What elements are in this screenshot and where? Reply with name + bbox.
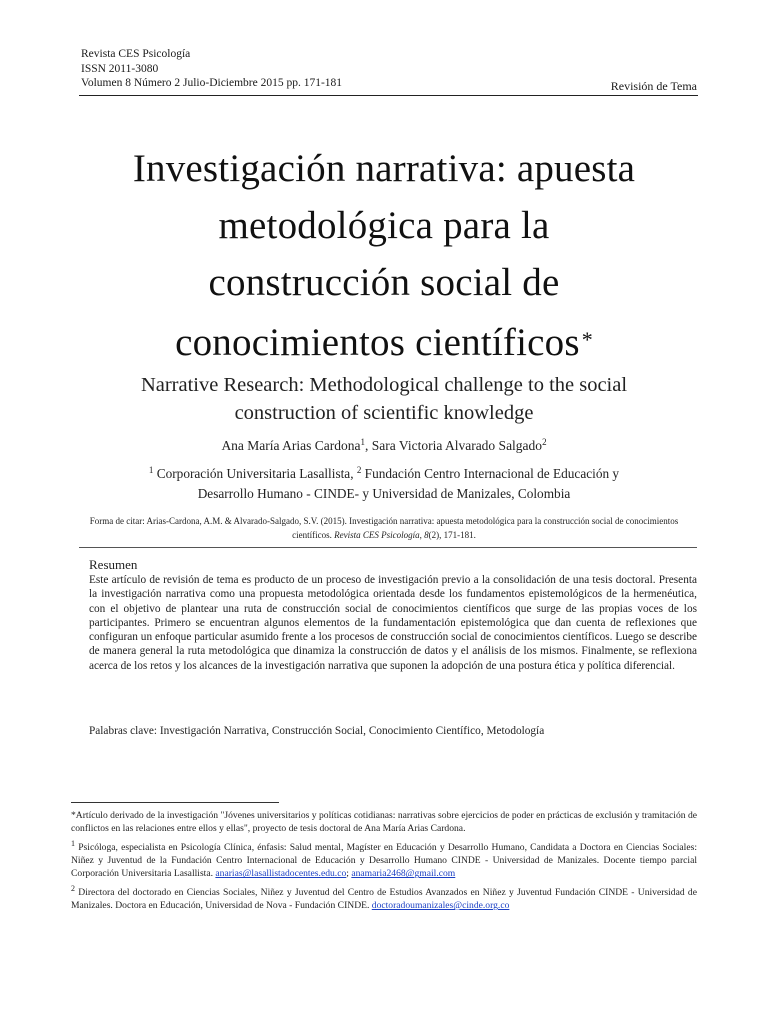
footnote-text: Psicóloga, especialista en Psicología Clínica, énfasis: Salud mental, Magíster en Educación y Desarrollo Humano, Candidata a Doctora en Ciencias Sociales: Niñez y Juventud de la Fundación Centro Internacional de Educación y Desarrollo Humano CINDE - Universidad de Manizales. Docente tiempo parcial Corporación Universitaria Lasallista. bbox=[71, 841, 697, 880]
abstract-heading: Resumen bbox=[89, 557, 138, 572]
citation-note: Forma de citar: Arias-Cardona, A.M. & Alvarado-Salgado, S.V. (2015). Investigación narrativa: apuesta metodológica para la construcción social de conocimientos científicos. Revista CES Psicología, 8(2), 171-181. bbox=[89, 516, 679, 540]
journal-name: Revista CES Psicología bbox=[81, 48, 191, 60]
title-footnote-mark: * bbox=[581, 327, 593, 352]
journal-volume: Volumen 8 Número 2 Julio-Diciembre 2015 pp. 171-181 bbox=[81, 77, 343, 89]
section-label: Revisión de Tema bbox=[610, 79, 697, 93]
author-affiliation-mark: 1 bbox=[360, 437, 366, 447]
author-separator: , bbox=[365, 438, 372, 453]
footnote-divider bbox=[71, 802, 279, 803]
title-line-text: conocimientos científicos bbox=[175, 321, 580, 364]
affiliation-mark: 2 bbox=[356, 465, 362, 475]
title-line: construcción social de bbox=[208, 261, 560, 304]
affiliation-mark: 1 bbox=[148, 465, 154, 475]
affiliation-line bbox=[80, 460, 688, 484]
footnote-mark: 1 bbox=[71, 838, 75, 848]
citation-text: Forma de citar: Arias-Cardona, A.M. & Alvarado-Salgado, S.V. (2015). Investigación narrativa: apuesta metodológica para la construcción social de conocimientos científicos. bbox=[89, 516, 679, 540]
title-line: metodológica para la bbox=[218, 204, 550, 247]
author-affiliation-mark: 2 bbox=[542, 437, 547, 447]
email-link[interactable]: doctoradoumanizales@cinde.org.co bbox=[371, 900, 510, 912]
journal-header bbox=[81, 47, 342, 91]
email-link[interactable]: anarias@lasallistadocentes.edu.co bbox=[215, 868, 347, 880]
footnote: *Artículo derivado de la investigación "Jóvenes universitarios y políticas cotidianas: narrativas sobre ejercicios de poder en prácticas de exclusión y tramitación de conflictos en las relaciones entre ellos y ellas", proyecto de tesis doctoral de Ana María Arias Cardona. bbox=[71, 810, 697, 835]
journal-issn: ISSN 2011-3080 bbox=[81, 62, 159, 75]
author-list bbox=[80, 437, 688, 454]
affiliation-text: Corporación Universitaria Lasallista, bbox=[153, 466, 357, 481]
abstract-body: Este artículo de revisión de tema es producto de un proceso de investigación previo a la consolidación de una tesis doctoral. Presenta la investigación narrativa como una propuesta metodológica orientada desde los fundamentos epistemológicos de la hermenéutica, con el objetivo de plantear una ruta de construcción social de conocimientos científicos que surge de las propias voces de los participantes. Primero se encuentran algunos elementos de la fundamentación epistemológica que dan cuenta de reflexiones que configuran un enfoque particular asumido frente a los procesos de construcción social de conocimientos científicos. Luego se describe de manera general la ruta metodológica que dinamiza la construcción de datos y el análisis de los mismos. Finalmente, se reflexiona acerca de los retos y los alcances de la investigación narrativa que suponen la adopción de una postura ética y política diferencial. bbox=[89, 574, 697, 672]
footnote bbox=[71, 882, 697, 913]
footnote-separator: ; bbox=[346, 868, 349, 880]
affiliation-text: Fundación Centro Internacional de Educación y bbox=[361, 466, 620, 481]
citation-issue: (2), bbox=[428, 529, 442, 540]
author-name: Sara Victoria Alvarado Salgado bbox=[371, 438, 543, 453]
footnotes bbox=[71, 809, 697, 913]
citation-pages: 171-181. bbox=[443, 529, 476, 540]
affiliation-line: Desarrollo Humano - CINDE- y Universidad de Manizales, Colombia bbox=[197, 486, 571, 501]
subtitle-line: construction of scientific knowledge bbox=[234, 402, 534, 424]
affiliations bbox=[80, 460, 688, 504]
citation-volume: 8 bbox=[424, 529, 429, 540]
title-line bbox=[60, 311, 708, 371]
article-title bbox=[60, 140, 708, 371]
keywords: Palabras clave: Investigación Narrativa, Construcción Social, Conocimiento Científico, Metodología bbox=[89, 725, 545, 737]
subtitle-line: Narrative Research: Methodological challenge to the social bbox=[140, 374, 628, 396]
footnote-mark: 2 bbox=[71, 883, 75, 893]
author-name: Ana María Arias Cardona bbox=[221, 438, 361, 453]
citation-journal: Revista CES Psicología bbox=[334, 529, 420, 540]
footnote-text: Directora del doctorado en Ciencias Sociales, Niñez y Juventud del Centro de Estudios Avanzados en Niñez y Juventud Fundación CINDE - Universidad de Manizales. Doctora en Educación, Universidad de Nova - Fundación CINDE. bbox=[71, 886, 697, 912]
english-title bbox=[80, 371, 688, 427]
email-link[interactable]: anamaria2468@gmail.com bbox=[351, 868, 456, 880]
title-line: Investigación narrativa: apuesta bbox=[132, 147, 636, 190]
footnote bbox=[71, 837, 697, 881]
header-divider bbox=[79, 95, 698, 96]
abstract-section bbox=[79, 547, 697, 737]
